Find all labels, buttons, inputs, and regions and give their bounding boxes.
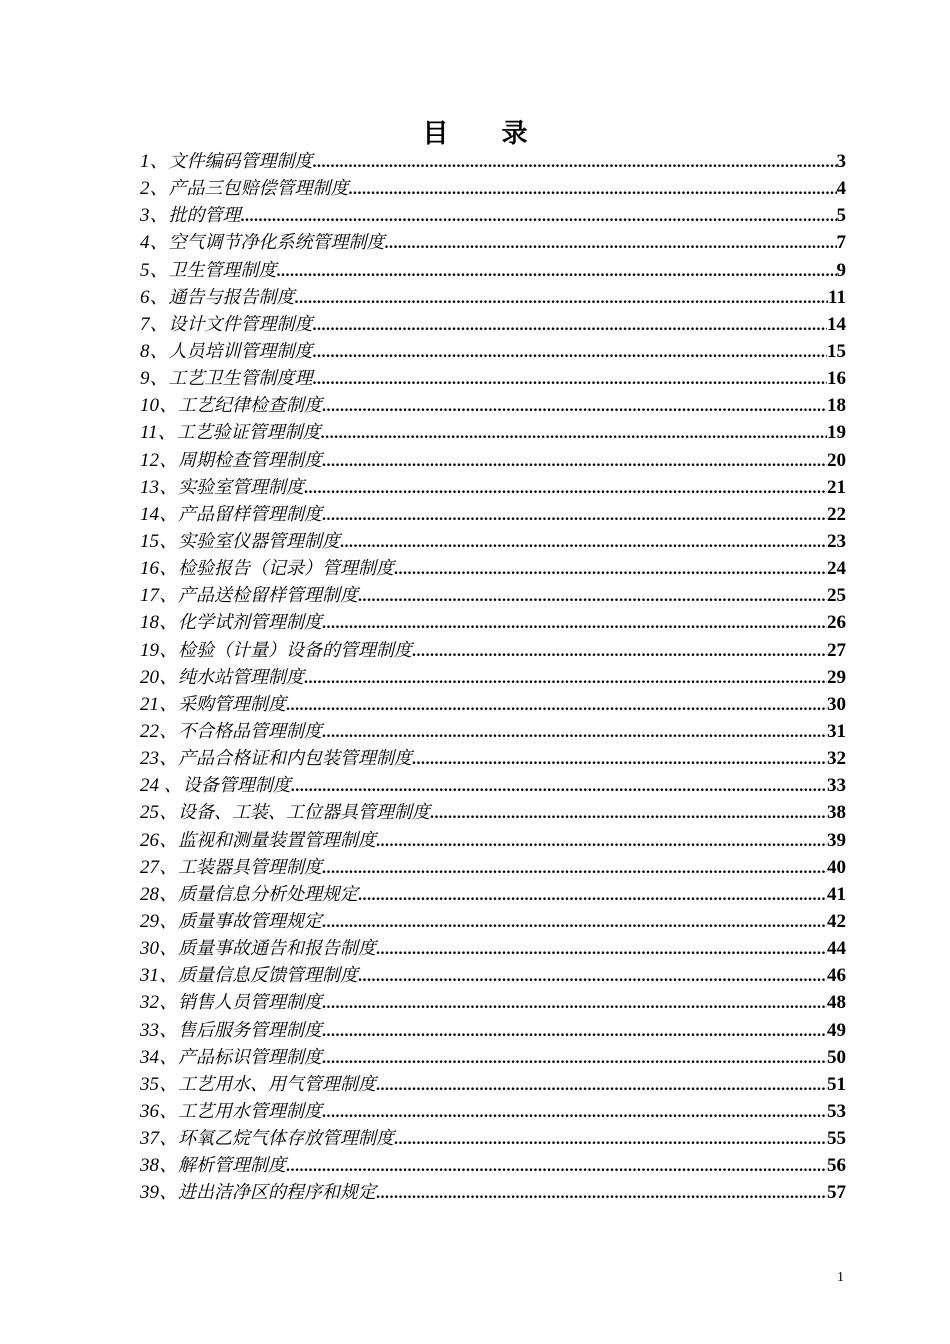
toc-entry-page: 56 — [827, 1155, 846, 1177]
toc-entry-number: 4、 — [140, 232, 169, 254]
toc-entry-label: 设备、工装、工位器具管理制度 — [178, 802, 431, 824]
toc-entry[interactable] — [140, 338, 846, 365]
toc-entry-page: 33 — [827, 775, 846, 797]
toc-entry-number: 15、 — [140, 530, 179, 552]
toc-entry[interactable] — [140, 718, 846, 745]
toc-dot-leader — [376, 1072, 827, 1098]
toc-dot-leader — [376, 936, 827, 962]
toc-entry[interactable] — [140, 962, 846, 989]
toc-entry-number: 27、 — [140, 856, 179, 878]
toc-entry-page: 25 — [827, 585, 846, 607]
toc-entry-page: 7 — [836, 232, 846, 254]
toc-entry-label: 不合格品管理制度 — [178, 720, 323, 742]
toc-dot-leader — [322, 1099, 827, 1125]
toc-entry-number: 7、 — [140, 313, 169, 335]
toc-entry[interactable] — [140, 392, 846, 419]
toc-entry-label: 周期检查管理制度 — [178, 449, 323, 471]
toc-entry-label: 产品送检留样管理制度 — [178, 585, 359, 607]
toc-entry-label: 工艺纪律检查制度 — [178, 395, 323, 417]
toc-entry-page: 11 — [828, 286, 846, 308]
toc-entry-page: 49 — [827, 1019, 846, 1041]
toc-entry-page: 26 — [827, 612, 846, 634]
toc-entry[interactable] — [140, 1017, 846, 1044]
toc-entry-number: 35、 — [140, 1073, 179, 1095]
toc-entry-number: 12、 — [140, 449, 179, 471]
toc-entry-page: 18 — [827, 395, 846, 417]
toc-entry-label: 文件编码管理制度 — [168, 151, 313, 172]
toc-entry-label: 检验（计量）设备的管理制度 — [178, 639, 413, 661]
toc-dot-leader — [322, 610, 827, 636]
toc-entry-label: 产品留样管理制度 — [178, 503, 323, 525]
toc-entry[interactable] — [140, 202, 846, 229]
toc-entry-number: 17、 — [140, 585, 179, 607]
toc-dot-leader — [313, 339, 827, 365]
toc-entry-page: 44 — [827, 938, 846, 960]
toc-entry-page: 48 — [827, 992, 846, 1014]
toc-entry[interactable] — [140, 419, 846, 446]
toc-entry-label: 产品合格证和内包装管理制度 — [178, 748, 413, 770]
toc-entry[interactable] — [140, 365, 846, 392]
toc-entry-label: 卫生管理制度 — [168, 259, 277, 281]
toc-entry-label: 解析管理制度 — [178, 1155, 287, 1177]
toc-entry-label: 监视和测量装置管理制度 — [178, 829, 377, 851]
toc-entry-page: 16 — [827, 368, 846, 390]
toc-entry-page: 39 — [827, 829, 846, 851]
toc-entry[interactable] — [140, 148, 846, 175]
toc-entry-page: 24 — [827, 558, 846, 580]
toc-dot-leader — [376, 828, 827, 854]
toc-dot-leader — [358, 963, 827, 989]
toc-entry-label: 通告与报告制度 — [168, 286, 295, 308]
toc-entry-label: 工装器具管理制度 — [178, 856, 323, 878]
toc-entry[interactable] — [140, 1071, 846, 1098]
toc-entry-number: 5、 — [140, 259, 169, 281]
toc-entry[interactable] — [140, 637, 846, 664]
toc-dot-leader — [322, 719, 827, 745]
toc-entry-label: 采购管理制度 — [178, 693, 287, 715]
toc-dot-leader — [322, 855, 827, 881]
toc-entry[interactable] — [140, 854, 846, 881]
toc-entry-label: 批的管理 — [168, 205, 241, 227]
toc-entry[interactable] — [140, 908, 846, 935]
toc-dot-leader — [349, 176, 837, 202]
toc-dot-leader — [313, 312, 827, 338]
toc-entry-number: 39、 — [140, 1182, 179, 1204]
toc-entry-page: 29 — [827, 666, 846, 688]
toc-entry-number: 20、 — [140, 666, 179, 688]
toc-entry-page: 42 — [827, 910, 846, 932]
toc-dot-leader — [412, 638, 827, 664]
toc-entry-page: 5 — [836, 205, 846, 227]
toc-entry-label: 工艺卫生管制度理 — [168, 368, 313, 390]
toc-entry-page: 53 — [827, 1100, 846, 1122]
toc-entry-number: 25、 — [140, 802, 179, 824]
toc-entry-number: 21、 — [140, 693, 179, 715]
toc-entry[interactable] — [140, 935, 846, 962]
toc-entry-label: 质量信息反馈管理制度 — [178, 965, 359, 987]
toc-entry-number: 30、 — [140, 938, 179, 960]
toc-entry-label: 环氧乙烷气体存放管理制度 — [178, 1128, 395, 1150]
toc-entry-label: 化学试剂管理制度 — [178, 612, 323, 634]
toc-entry-label: 实验室管理制度 — [178, 476, 305, 498]
toc-entry-page: 32 — [827, 748, 846, 770]
toc-dot-leader — [322, 1018, 827, 1044]
toc-entry-label: 销售人员管理制度 — [178, 992, 323, 1014]
toc-entry-number: 19、 — [140, 639, 179, 661]
toc-dot-leader — [322, 502, 827, 528]
toc-entry-label: 空气调节净化系统管理制度 — [168, 232, 385, 254]
toc-entry[interactable] — [140, 582, 846, 609]
toc-dot-leader — [322, 448, 827, 474]
toc-entry[interactable] — [140, 881, 846, 908]
toc-entry-number: 8、 — [140, 340, 169, 362]
toc-entry-label: 产品三包赔偿管理制度 — [168, 178, 349, 200]
toc-dot-leader — [358, 583, 827, 609]
toc-entry[interactable] — [140, 1098, 846, 1125]
toc-entry-label: 检验报告（记录）管理制度 — [178, 558, 395, 580]
toc-entry-number: 36、 — [140, 1100, 179, 1122]
toc-entry[interactable] — [140, 989, 846, 1016]
page-number: 1 — [837, 1270, 844, 1285]
toc-dot-leader — [286, 692, 827, 718]
toc-entry[interactable] — [140, 311, 846, 338]
toc-entry-page: 40 — [827, 856, 846, 878]
toc-entry-number: 24 、 — [140, 775, 183, 797]
toc-entry-number: 13、 — [140, 476, 179, 498]
toc-entry[interactable] — [140, 1179, 846, 1206]
toc-dot-leader — [241, 203, 837, 229]
toc-entry-page: 22 — [827, 503, 846, 525]
toc-dot-leader — [295, 285, 829, 311]
toc-dot-leader — [286, 1153, 827, 1179]
toc-dot-leader — [277, 258, 837, 284]
toc-entry-page: 38 — [827, 802, 846, 824]
toc-entry-page: 9 — [836, 259, 846, 281]
toc-entry-number: 14、 — [140, 503, 179, 525]
toc-entry-number: 23、 — [140, 748, 179, 770]
toc-entry-number: 34、 — [140, 1046, 179, 1068]
toc-entry-page: 55 — [827, 1128, 846, 1150]
toc-entry[interactable] — [140, 474, 846, 501]
toc-entry[interactable] — [140, 772, 846, 799]
toc-entry-page: 4 — [836, 178, 846, 200]
toc-entry[interactable] — [140, 528, 846, 555]
toc-entry-page: 21 — [827, 476, 846, 498]
toc-entry-number: 32、 — [140, 992, 179, 1014]
toc-entry-label: 质量事故通告和报告制度 — [178, 938, 377, 960]
toc-dot-leader — [304, 475, 827, 501]
toc-dot-leader — [322, 1045, 827, 1071]
toc-entry-page: 20 — [827, 449, 846, 471]
toc-entry[interactable] — [140, 229, 846, 256]
toc-entry-number: 33、 — [140, 1019, 179, 1041]
toc-entry-page: 46 — [827, 965, 846, 987]
toc-entry-page: 3 — [836, 151, 846, 172]
toc-entry-number: 10、 — [140, 395, 179, 417]
toc-dot-leader — [313, 149, 837, 175]
toc-entry-label: 产品标识管理制度 — [178, 1046, 323, 1068]
toc-dot-leader — [394, 1126, 827, 1152]
toc-entry-label: 质量信息分析处理规定 — [178, 883, 359, 905]
toc-entry-label: 工艺用水、用气管理制度 — [178, 1073, 377, 1095]
toc-entry-number: 26、 — [140, 829, 179, 851]
toc-entry-number: 6、 — [140, 286, 169, 308]
toc-entry-number: 11、 — [140, 422, 177, 444]
toc-dot-leader — [340, 529, 827, 555]
toc-dot-leader — [358, 882, 827, 908]
toc-dot-leader — [322, 909, 827, 935]
toc-entry[interactable] — [140, 1044, 846, 1071]
toc-entry[interactable] — [140, 284, 846, 311]
toc-entry-page: 30 — [827, 693, 846, 715]
toc-entry[interactable] — [140, 827, 846, 854]
toc-entry-page: 41 — [827, 883, 846, 905]
toc-entry-number: 18、 — [140, 612, 179, 634]
toc-entry-label: 工艺验证管理制度 — [176, 422, 321, 444]
toc-dot-leader — [322, 990, 827, 1016]
toc-entry[interactable] — [140, 664, 846, 691]
toc-entry-number: 2、 — [140, 178, 169, 200]
toc-entry[interactable] — [140, 609, 846, 636]
toc-entry-label: 设计文件管理制度 — [168, 313, 313, 335]
toc-entry-number: 29、 — [140, 910, 179, 932]
toc-dot-leader — [304, 665, 827, 691]
toc-entry-label: 设备管理制度 — [182, 775, 291, 797]
toc-dot-leader — [291, 773, 827, 799]
toc-entry-label: 工艺用水管理制度 — [178, 1100, 323, 1122]
toc-entry-page: 23 — [827, 530, 846, 552]
toc-entry-page: 14 — [827, 313, 846, 335]
toc-entry-label: 质量事故管理规定 — [178, 910, 323, 932]
toc-dot-leader — [313, 366, 827, 392]
toc-dot-leader — [321, 420, 827, 446]
toc-entry[interactable] — [140, 1125, 846, 1152]
toc-dot-leader — [376, 1180, 827, 1206]
toc-entry-page: 19 — [827, 422, 846, 444]
toc-entry-label: 进出洁净区的程序和规定 — [178, 1182, 377, 1204]
toc-dot-leader — [385, 230, 837, 256]
toc-entry-page: 51 — [827, 1073, 846, 1095]
toc-entry-number: 37、 — [140, 1128, 179, 1150]
page-title: 目 录 — [422, 119, 550, 149]
toc-entry[interactable] — [140, 1152, 846, 1179]
toc-entry-number: 38、 — [140, 1155, 179, 1177]
toc-entry[interactable] — [140, 447, 846, 474]
toc-entry-label: 纯水站管理制度 — [178, 666, 305, 688]
table-of-contents — [140, 148, 846, 1206]
toc-dot-leader — [430, 800, 827, 826]
toc-entry-number: 28、 — [140, 883, 179, 905]
toc-dot-leader — [412, 746, 827, 772]
toc-entry[interactable] — [140, 691, 846, 718]
toc-entry-label: 实验室仪器管理制度 — [178, 530, 341, 552]
toc-entry-number: 16、 — [140, 558, 179, 580]
toc-entry-page: 50 — [827, 1046, 846, 1068]
toc-entry-page: 31 — [827, 720, 846, 742]
toc-entry[interactable] — [140, 175, 846, 202]
toc-entry-page: 57 — [827, 1182, 846, 1204]
toc-entry-page: 15 — [827, 340, 846, 362]
toc-entry-page: 27 — [827, 639, 846, 661]
toc-entry-label: 人员培训管理制度 — [168, 340, 313, 362]
toc-entry-number: 22、 — [140, 720, 179, 742]
toc-entry[interactable] — [140, 745, 846, 772]
toc-entry[interactable] — [140, 257, 846, 284]
toc-entry-number: 1、 — [140, 151, 169, 172]
toc-entry[interactable] — [140, 799, 846, 826]
toc-entry-number: 9、 — [140, 368, 169, 390]
toc-dot-leader — [394, 556, 827, 582]
toc-entry-label: 售后服务管理制度 — [178, 1019, 323, 1041]
toc-entry[interactable] — [140, 555, 846, 582]
toc-entry[interactable] — [140, 501, 846, 528]
toc-dot-leader — [322, 393, 827, 419]
toc-entry-number: 3、 — [140, 205, 169, 227]
toc-entry-number: 31、 — [140, 965, 179, 987]
